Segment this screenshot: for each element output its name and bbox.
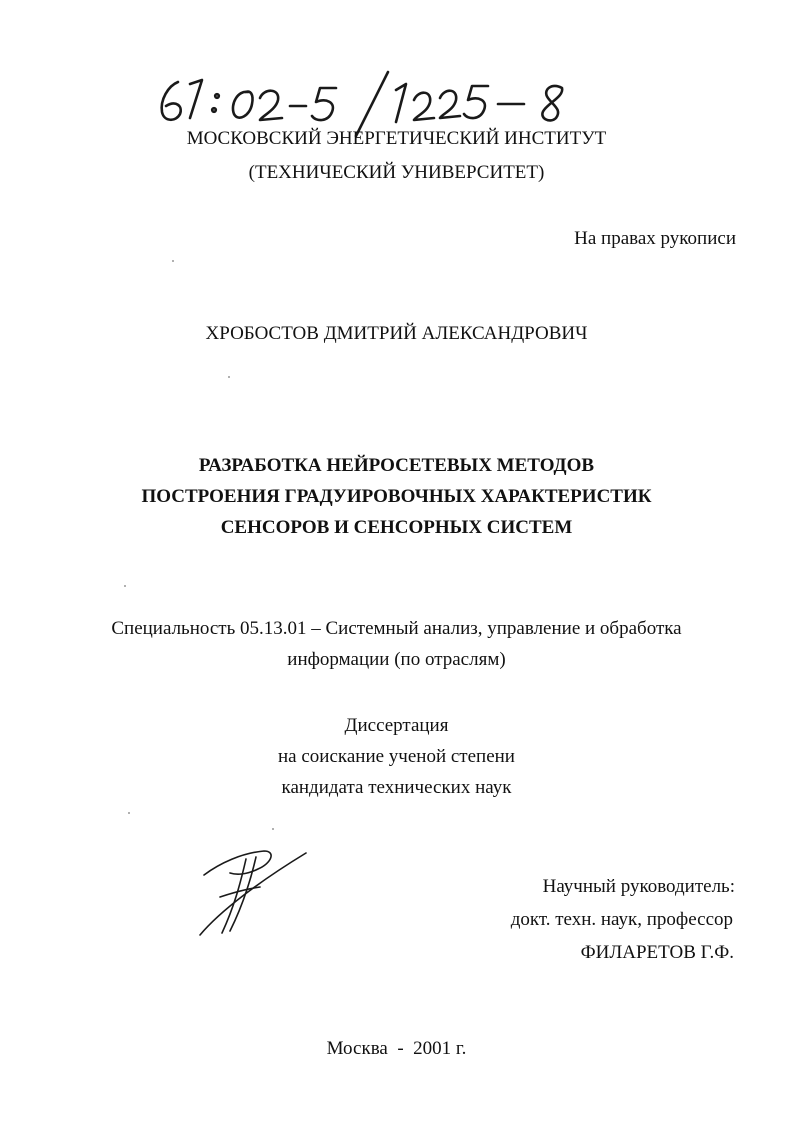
- specialty-line-2: информации (по отраслям): [287, 649, 506, 670]
- dissertation-title-line-1: РАЗРАБОТКА НЕЙРОСЕТЕВЫХ МЕТОДОВ: [198, 455, 595, 476]
- specialty-line-1: Специальность 05.13.01 – Системный анализ, управление и обработка: [111, 618, 682, 639]
- degree-line-1: Диссертация: [344, 715, 449, 736]
- scan-speck: [124, 585, 126, 587]
- supervisor-degree: докт. техн. наук, профессор: [510, 909, 733, 930]
- scan-speck: [172, 260, 174, 262]
- author-name: ХРОБОСТОВ ДМИТРИЙ АЛЕКСАНДРОВИЧ: [205, 323, 588, 344]
- supervisor-label: Научный руководитель:: [542, 876, 735, 897]
- supervisor-name: ФИЛАРЕТОВ Г.Ф.: [580, 942, 734, 963]
- scan-speck: [228, 376, 230, 378]
- dissertation-title-line-2: ПОСТРОЕНИЯ ГРАДУИРОВОЧНЫХ ХАРАКТЕРИСТИК: [141, 486, 652, 507]
- manuscript-note: На правах рукописи: [574, 228, 736, 249]
- scan-speck: [272, 828, 274, 830]
- degree-line-3: кандидата технических наук: [281, 777, 512, 798]
- handwritten-signature: [190, 845, 315, 940]
- city-year: Москва - 2001 г.: [326, 1038, 467, 1059]
- institution-name: МОСКОВСКИЙ ЭНЕРГЕТИЧЕСКИЙ ИНСТИТУТ: [186, 128, 607, 149]
- scan-speck: [128, 812, 130, 814]
- institution-subtitle: (ТЕХНИЧЕСКИЙ УНИВЕРСИТЕТ): [248, 162, 545, 183]
- dissertation-title-line-3: СЕНСОРОВ И СЕНСОРНЫХ СИСТЕМ: [220, 517, 573, 538]
- degree-line-2: на соискание ученой степени: [278, 746, 515, 767]
